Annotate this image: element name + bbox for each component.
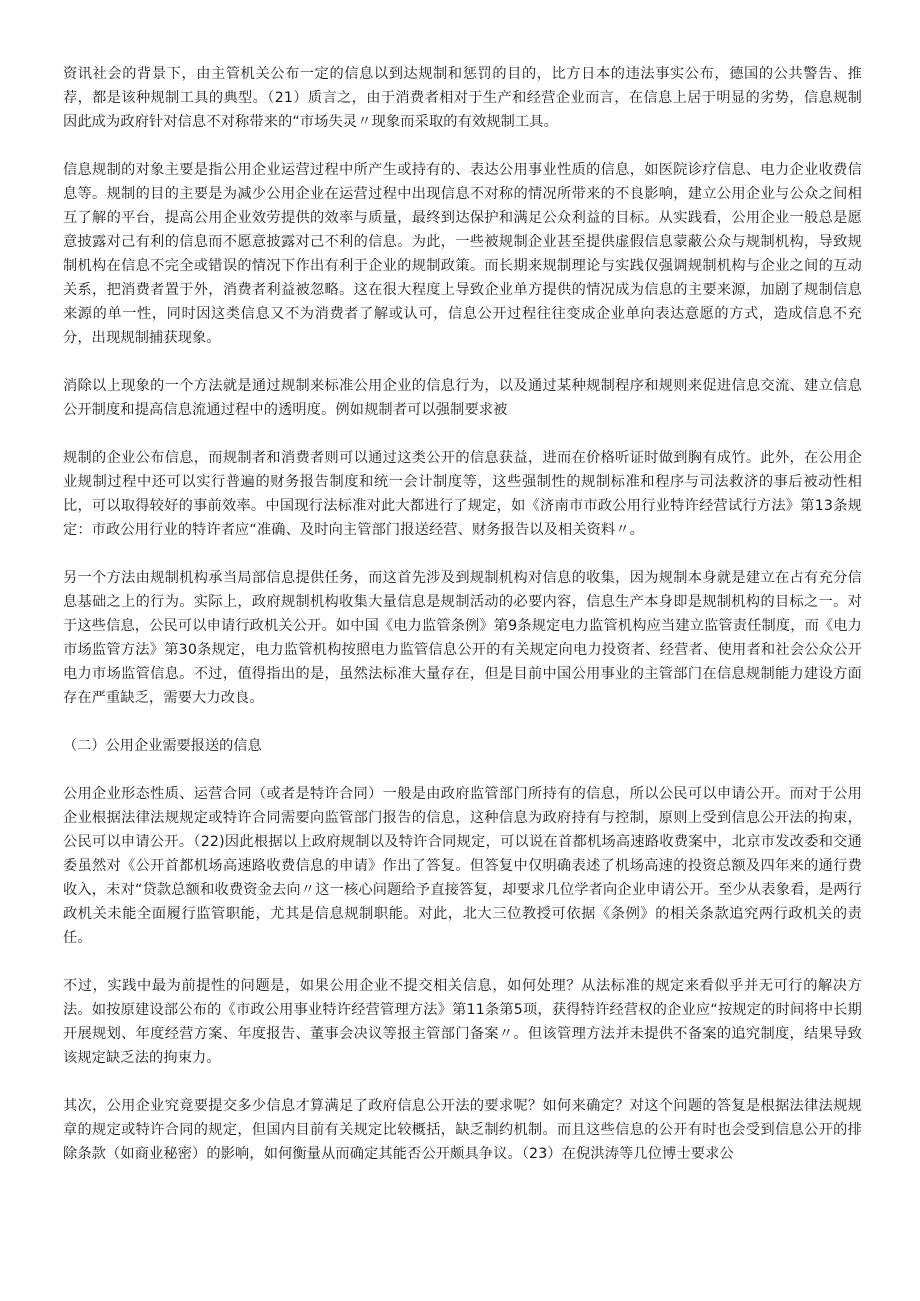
paragraph-practical-problem: 不过，实践中最为前提性的问题是，如果公用企业不提交相关信息，如何处理？从法标准的规定来看似乎并无可行的解决方法。如按原建设部公布的《市政公用事业特许经营管理方法》第11条第5项，获得特许经营权的企业应“按规定的时间将中长期开展规划、年度经营方案、年度报告、董事会决议等报主管部门备案〃。但该管理方法并未提供不备案的追究制度，结果导致该规定缺乏法的拘束力。 <box>63 978 862 1066</box>
paragraph-second-method: 另一个方法由规制机构承当局部信息提供任务，而这首先涉及到规制机构对信息的收集，因为规制本身就是建立在占有充分信息基础之上的行为。实际上，政府规制机构收集大量信息是规制活动的必要内容，信息生产本身即是规制机构的目标之一。对于这些信息，公民可以申请行政机关公开。如中国《电力监管条例》第9条规定电力监管机构应当建立监管责任制度，而《电力市场监管方法》第30条规定，电力监管机构按照电力监管信息公开的有关规定向电力投资者、经营者、使用者和社会公众公开电力市场监管信息。不过，值得指出的是，虽然法标准大量存在，但是目前中国公用事业的主管部门在信息规制能力建设方面存在严重缺乏，需要大力改良。 <box>63 570 862 706</box>
paragraph-information-regulation-background: 资讯社会的背景下，由主管机关公布一定的信息以到达规制和惩罚的目的，比方日本的违法事实公布，德国的公共警告、推荐，都是该种规制工具的典型。（21）质言之，由于消费者相对于生产和经营企业而言，在信息上居于明显的劣势，信息规制因此成为政府针对信息不对称带来的“市场失灵〃现象而采取的有效规制工具。 <box>63 66 862 130</box>
paragraph-regulation-object: 信息规制的对象主要是指公用企业运营过程中所产生或持有的、表达公用事业性质的信息，如医院诊疗信息、电力企业收费信息等。规制的目的主要是为减少公用企业在运营过程中出现信息不对称的情况所带来的不良影响，建立公用企业与公众之间相互了解的平台，提高公用企业效劳提供的效率与质量，最终到达保护和满足公众利益的目标。从实践看，公用企业一般总是愿意披露对己有利的信息而不愿意披露对己不利的信息。为此，一些被规制企业甚至提供虚假信息蒙蔽公众与规制机构，导致规制机构在信息不完全或错误的情况下作出有利于企业的规制政策。而长期来规制理论与实践仅强调规制机构与企业之间的互动关系，把消费者置于外，消费者利益被忽略。这在很大程度上导致企业单方提供的情况成为信息的主要来源，加剧了规制信息来源的单一性，同时因这类信息又不为消费者了解或认可，信息公开过程往往变成企业单向表达意愿的方式，造成信息不充分，出现规制捕获现象。 <box>63 162 862 346</box>
paragraph-first-method: 消除以上现象的一个方法就是通过规制来标准公用企业的信息行为，以及通过某种规制程序和规则来促进信息交流、建立信息公开制度和提高信息流通过程中的透明度。例如规制者可以强制要求被 <box>63 378 862 418</box>
section-heading: （二）公用企业需要报送的信息 <box>63 738 262 754</box>
paragraph-disclosure-scope: 其次，公用企业究竟要提交多少信息才算满足了政府信息公开法的要求呢？如何来确定？对这个问题的答复是根据法律法规规章的规定或特许合同的规定，但国内目前有关规定比较概括，缺乏制约机制。而且这些信息的公开有时也会受到信息公开的排除条款（如商业秘密）的影响，如何衡量从而确定其能否公开颇具争议。（23）在倪洪涛等几位博士要求公 <box>63 1098 862 1162</box>
paragraph-reported-information: 公用企业形态性质、运营合同（或者是特许合同）一般是由政府监管部门所持有的信息，所以公民可以申请公开。而对于公用企业根据法律法规规定或特许合同需要向监管部门报告的信息，这种信息为政府持有与控制，原则上受到信息公开法的拘束，公民可以申请公开。（22)因此根据以上政府规制以及特许合同规定，可以说在首都机场高速路收费案中，北京市发改委和交通委虽然对《公开首都机场高速路收费信息的申请》作出了答复。但答复中仅明确表述了机场高速的投资总额及四年来的通行费收入，未对“贷款总额和收费资金去向〃这一核心问题给予直接答复，却要求几位学者向企业申请公开。至少从表象看，是两行政机关未能全面履行监管职能，尤其是信息规制职能。对此，北大三位教授可依据《条例》的相关条款追究两行政机关的责任。 <box>63 786 862 946</box>
paragraph-disclosure-rules: 规制的企业公布信息，而规制者和消费者则可以通过这类公开的信息获益，进而在价格听证时做到胸有成竹。此外，在公用企业规制过程中还可以实行普遍的财务报告制度和统一会计制度等，这些强制性的规制标准和程序与司法救济的事后被动性相比，可以取得较好的事前效率。中国现行法标准对此大都进行了规定，如《济南市市政公用行业特许经营试行方法》第13条规定：市政公用行业的特许者应“准确、及时向主管部门报送经营、财务报告以及相关资料〃。 <box>63 450 862 538</box>
